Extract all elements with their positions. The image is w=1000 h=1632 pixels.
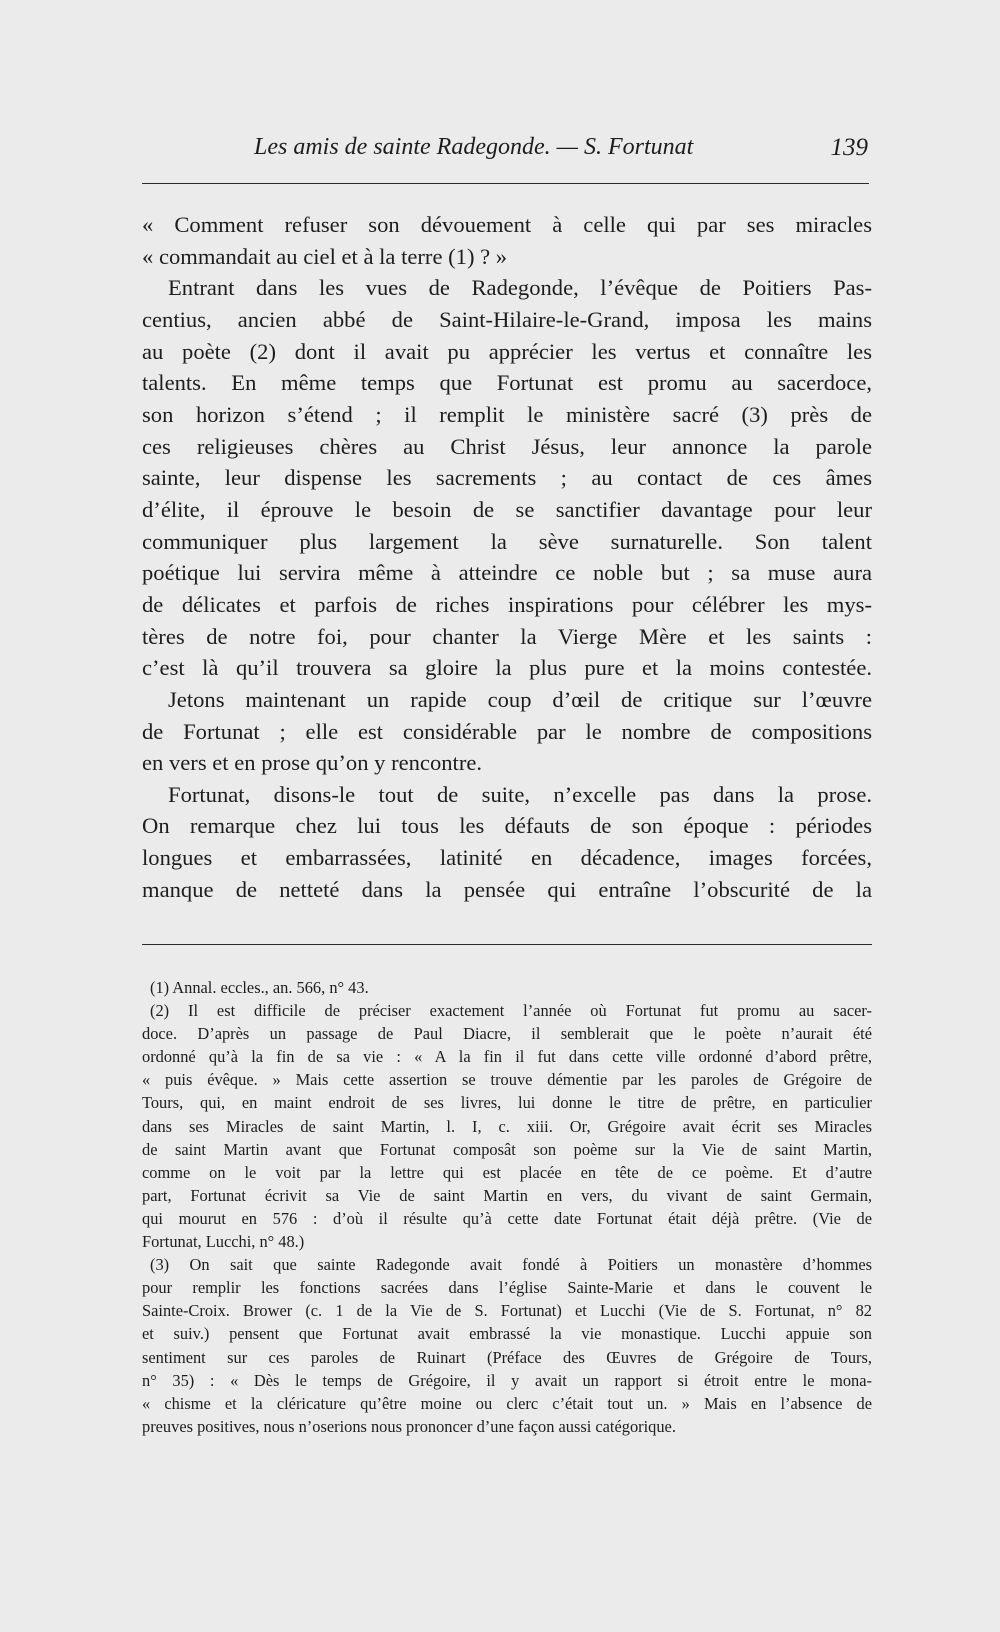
text-line: tères de notre foi, pour chanter la Vierge Mère et les saints : <box>142 623 872 649</box>
footnote-line: et suiv.) pensent que Fortunat avait embrassé la vie monastique. Lucchi appuie son <box>142 1324 872 1344</box>
footnote-line: ordonné qu’à la fin de sa vie : « A la fin il fut dans cette ville ordonné d’abord prêtre, <box>142 1047 872 1067</box>
text-line: « commandait au ciel et à la terre (1) ? » <box>142 243 508 269</box>
header-rule <box>142 183 869 184</box>
text-line: c’est là qu’il trouvera sa gloire la plus pure et la moins contestée. <box>142 655 872 681</box>
text-line: en vers et en prose qu’on y rencontre. <box>142 750 483 776</box>
footnote-line: dans ses Miracles de saint Martin, l. I, c. xiii. Or, Grégoire avait écrit ses Miracles <box>142 1116 872 1136</box>
footnotes <box>142 976 872 1438</box>
text-line: Entrant dans les vues de Radegonde, l’évêque de Poitiers Pas- <box>168 275 872 301</box>
text-line: On remarque chez lui tous les défauts de son époque : périodes <box>142 813 872 839</box>
footnote-line: preuves positives, nous n’oserions nous prononcer d’une façon aussi catégorique. <box>142 1416 676 1436</box>
text-line: son horizon s’étend ; il remplit le ministère sacré (3) près de <box>142 401 872 427</box>
footnote-line: qui mourut en 576 : d’où il résulte qu’à cette date Fortunat était déjà prêtre. (Vie de <box>142 1208 872 1228</box>
footnote-rule <box>142 944 872 945</box>
page-number: 139 <box>830 134 868 161</box>
footnote-line: Tours, qui, en maint endroit de ses livres, lui donne le titre de prêtre, en particulier <box>142 1093 872 1113</box>
footnote-line: de saint Martin avant que Fortunat composât son poème sur la Vie de saint Martin, <box>142 1139 872 1159</box>
footnote-line: sentiment sur ces paroles de Ruinart (Préface des Œuvres de Grégoire de Tours, <box>142 1347 872 1367</box>
footnote-line: Fortunat, Lucchi, n° 48.) <box>142 1232 305 1252</box>
footnote-line: (3) On sait que sainte Radegonde avait fondé à Poitiers un monastère d’hommes <box>150 1255 872 1275</box>
text-line: « Comment refuser son dévouement à celle qui par ses miracles <box>142 212 872 237</box>
running-head <box>248 134 868 170</box>
footnote-line: Sainte-Croix. Brower (c. 1 de la Vie de S. Fortunat) et Lucchi (Vie de S. Fortunat, n° 82 <box>142 1301 872 1321</box>
text-line: manque de netteté dans la pensée qui entraîne l’obscurité de la <box>142 876 872 902</box>
text-line: centius, ancien abbé de Saint-Hilaire-le-Grand, imposa les mains <box>142 306 872 332</box>
footnote-line: « puis évêque. » Mais cette assertion se trouve démentie par les paroles de Grégoire de <box>142 1070 872 1090</box>
text-line: Fortunat, disons-le tout de suite, n’excelle pas dans la prose. <box>168 781 872 807</box>
text-line: Jetons maintenant un rapide coup d’œil de critique sur l’œuvre <box>168 686 872 712</box>
text-line: sainte, leur dispense les sacrements ; au contact de ces âmes <box>142 465 872 491</box>
footnote-line: doce. D’après un passage de Paul Diacre, il semblerait que le poète n’aurait été <box>142 1024 872 1044</box>
text-line: poétique lui servira même à atteindre ce noble but ; sa muse aura <box>142 560 872 586</box>
text-line: communiquer plus largement la sève surnaturelle. Son talent <box>142 528 872 554</box>
footnote-line: (2) Il est difficile de préciser exactement l’année où Fortunat fut promu au sacer- <box>150 1001 872 1021</box>
footnote-line: n° 35) : « Dès le temps de Grégoire, il y avait un rapport si étroit entre le mona- <box>142 1370 872 1390</box>
text-line: longues et embarrassées, latinité en décadence, images forcées, <box>142 845 872 871</box>
text-line: de Fortunat ; elle est considérable par le nombre de compositions <box>142 718 872 744</box>
text-line: de délicates et parfois de riches inspirations pour célébrer les mys- <box>142 591 872 617</box>
text-line: ces religieuses chères au Christ Jésus, leur annonce la parole <box>142 433 872 459</box>
footnote-line: pour remplir les fonctions sacrées dans l’église Sainte-Marie et dans le couvent le <box>142 1278 872 1298</box>
footnote-line: part, Fortunat écrivit sa Vie de saint Martin en vers, du vivant de saint Germain, <box>142 1185 872 1205</box>
footnote-line: « chisme et la cléricature qu’être moine ou clerc c’était tout un. » Mais en l’absence de <box>142 1393 872 1413</box>
text-line: talents. En même temps que Fortunat est promu au sacerdoce, <box>142 370 872 396</box>
main-text <box>142 209 872 905</box>
text-line: au poète (2) dont il avait pu apprécier les vertus et connaître les <box>142 338 872 364</box>
footnote-line: (1) Annal. eccles., an. 566, n° 43. <box>150 978 369 997</box>
text-line: d’élite, il éprouve le besoin de se sanctifier davantage pour leur <box>142 496 872 522</box>
running-head-title: Les amis de sainte Radegonde. — S. Fortunat <box>254 134 694 160</box>
footnote-line: comme on le voit par la lettre qui est placée en tête de ce poème. Et d’autre <box>142 1162 872 1182</box>
